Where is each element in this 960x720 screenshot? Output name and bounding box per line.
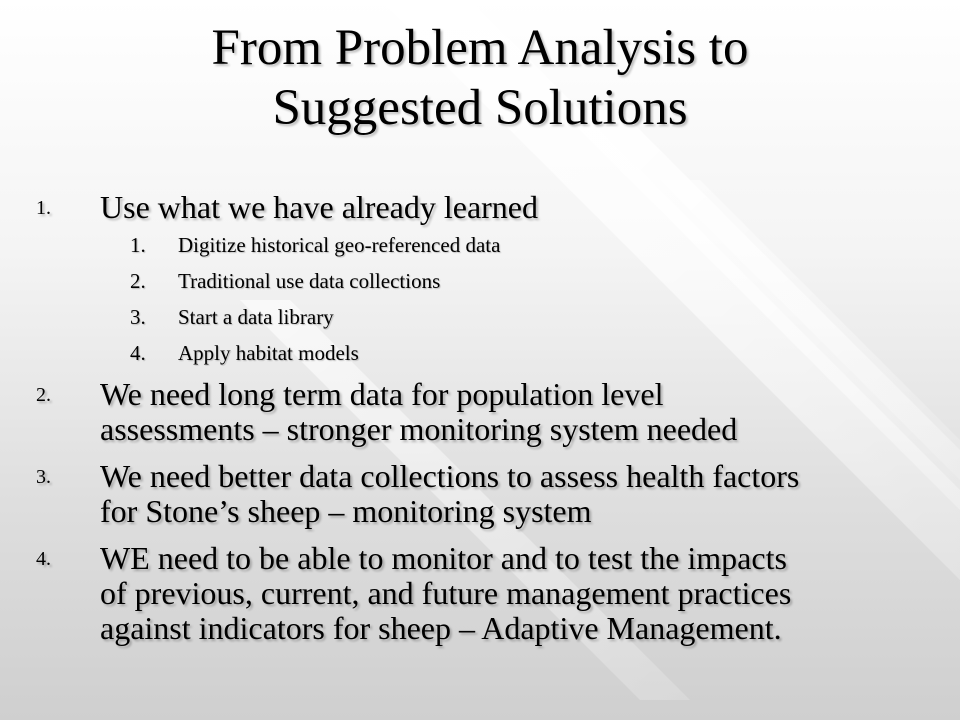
slide-title [0,18,960,138]
list-item [36,541,936,646]
sublist-item [130,341,936,365]
subitem-number: 1. [130,233,146,257]
item-number: 3. [36,466,51,488]
list-item [36,190,936,225]
slide-body [36,190,936,646]
item-number: 2. [36,384,51,406]
item-text: assessments – stronger monitoring system needed [100,411,738,447]
sublist [130,233,936,365]
subitem-number: 3. [130,305,146,329]
item-text: Use what we have already learned [100,189,538,225]
subitem-text: Start a data library [178,305,334,329]
item-text: of previous, current, and future management practices [100,575,792,611]
title-line: From Problem Analysis to [211,20,749,76]
subitem-text: Traditional use data collections [178,269,441,293]
list-item [36,459,936,529]
title-line: Suggested Solutions [272,80,688,136]
item-text: WE need to be able to monitor and to test the impacts [100,540,787,576]
item-text: We need long term data for population level [100,376,664,412]
subitem-text: Apply habitat models [178,341,359,365]
list-item [36,377,936,447]
sublist-item [130,305,936,329]
subitem-number: 2. [130,269,146,293]
item-number: 4. [36,548,51,570]
item-number: 1. [36,197,51,219]
item-text: for Stone’s sheep – monitoring system [100,493,592,529]
sublist-item [130,233,936,257]
item-text: We need better data collections to assess health factors [100,458,800,494]
subitem-text: Digitize historical geo-referenced data [178,233,501,257]
item-text: against indicators for sheep – Adaptive Management. [100,610,782,646]
sublist-item [130,269,936,293]
subitem-number: 4. [130,341,146,365]
